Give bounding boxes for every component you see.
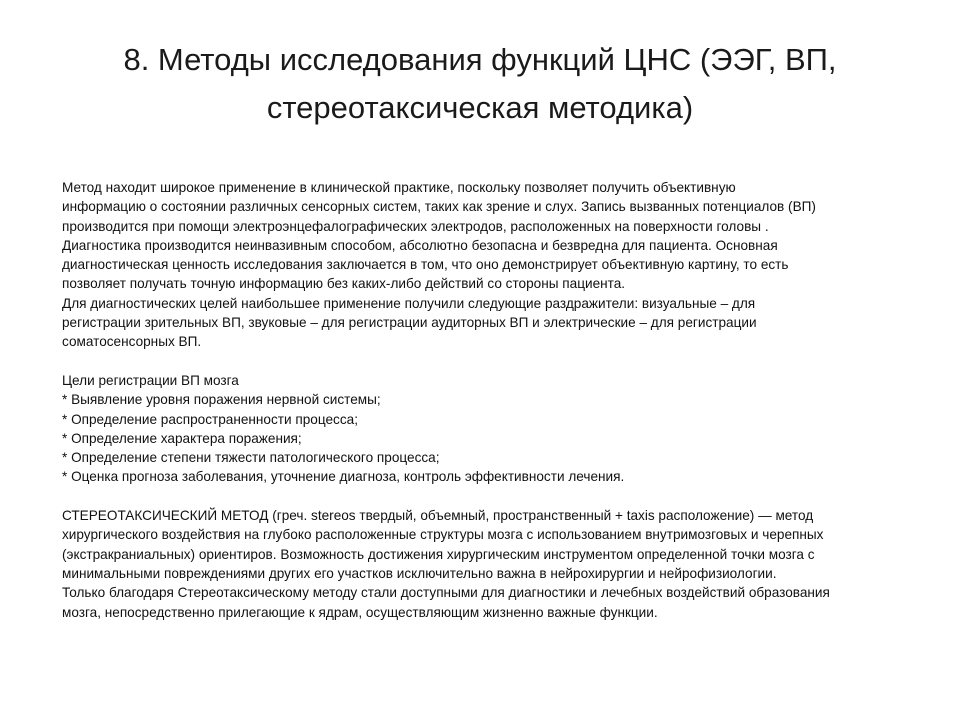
text-line: Только благодаря Стереотаксическому методу стали доступными для диагностики и лечебных воздействий образования [62,585,830,601]
goal-item: * Оценка прогноза заболевания, уточнение диагноза, контроль эффективности лечения. [62,469,625,485]
text-line: минимальными повреждениями других его участков исключительно важна в нейрохирургии и нейрофизиологии. [62,565,777,581]
goals-section [62,371,907,487]
text-line: хирургического воздействия на глубоко расположенные структуры мозга с использованием внутримозговых и черепных [62,527,824,543]
goal-item: * Выявление уровня поражения нервной системы; [62,392,381,408]
slide-title [60,36,900,132]
text-line: производится при помощи электроэнцефалографических электродов, расположенных на поверхности головы . [62,218,769,234]
text-line: позволяет получать точную информацию без каких-либо действий со стороны пациента. [62,276,626,292]
goals-heading: Цели регистрации ВП мозга [62,372,239,388]
paragraph-evoked-potentials [62,178,907,352]
text-line: Для диагностических целей наибольшее применение получили следующие раздражители: визуальные – для [62,295,756,311]
title-line: 8. Методы исследования функций ЦНС (ЭЭГ, ВП, [123,42,837,77]
text-line: (экстракраниальных) ориентиров. Возможность достижения хирургическим инструментом определенной точки мозга с [62,546,815,562]
goal-item: * Определение степени тяжести патологического процесса; [62,450,440,466]
title-line: стереотаксическая методика) [266,90,694,125]
text-line: регистрации зрительных ВП, звуковые – для регистрации аудиторных ВП и электрические – для регистрации [62,315,757,331]
paragraph-gap [62,487,907,506]
paragraph-gap [62,352,907,371]
goal-item: * Определение распространенности процесса; [62,411,358,427]
text-line: Метод находит широкое применение в клинической практике, поскольку позволяет получить объективную [62,180,736,195]
text-line: информацию о состоянии различных сенсорных систем, таких как зрение и слух. Запись вызванных потенциалов (ВП) [62,199,816,215]
paragraph-stereotaxic-method [62,506,907,622]
goal-item: * Определение характера поражения; [62,430,302,446]
text-line: диагностическая ценность исследования заключается в том, что оно демонстрирует объективную картину, то есть [62,257,789,273]
text-line: соматосенсорных ВП. [62,334,202,350]
text-line: мозга, непосредственно прилегающие к ядрам, осуществляющим жизненно важные функции. [62,604,658,620]
text-line: СТЕРЕОТАКСИЧЕСКИЙ МЕТОД (греч. stereos твердый, объемный, пространственный + taxis расположение) — метод [62,508,814,524]
text-line: Диагностика производится неинвазивным способом, абсолютно безопасна и безвредна для пациента. Основная [62,237,778,253]
slide-body [62,178,907,622]
